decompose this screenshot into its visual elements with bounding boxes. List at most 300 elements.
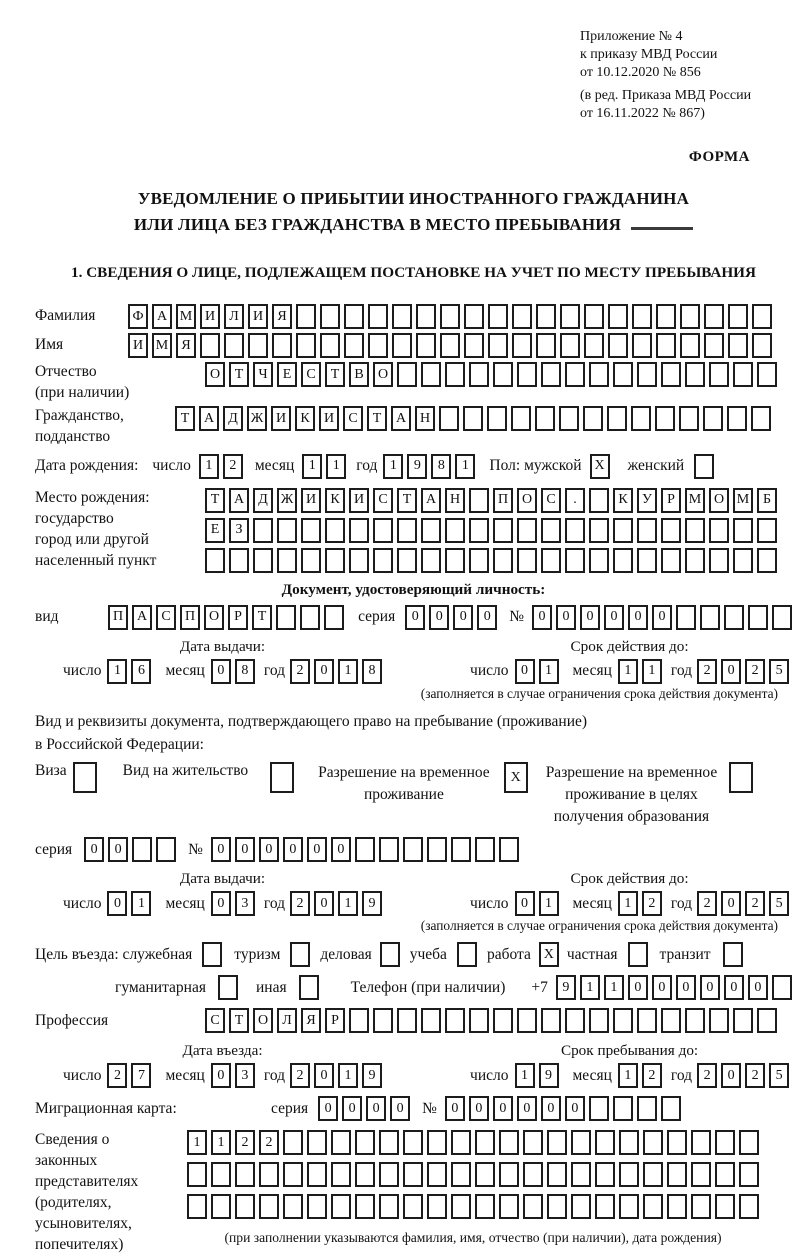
char-cell[interactable]: 3	[235, 891, 255, 916]
char-cell[interactable]	[469, 362, 489, 387]
char-cell[interactable]: 0	[211, 837, 231, 862]
char-cell[interactable]	[403, 1130, 423, 1155]
char-cell[interactable]: 1	[642, 659, 662, 684]
char-cell[interactable]: 9	[362, 1063, 382, 1088]
char-cell[interactable]	[619, 1130, 639, 1155]
char-cell[interactable]: 1	[326, 454, 346, 479]
char-cell[interactable]	[541, 548, 561, 573]
char-cell[interactable]	[715, 1130, 735, 1155]
char-cell[interactable]	[487, 406, 507, 431]
char-cell[interactable]	[475, 1194, 495, 1219]
char-cell[interactable]: 5	[769, 891, 789, 916]
char-cell[interactable]	[517, 362, 537, 387]
char-cell[interactable]	[691, 1194, 711, 1219]
char-cell[interactable]	[379, 837, 399, 862]
char-cell[interactable]	[613, 362, 633, 387]
char-cell[interactable]: 0	[314, 891, 334, 916]
char-cell[interactable]	[451, 1194, 471, 1219]
char-cell[interactable]	[694, 454, 714, 479]
char-cell[interactable]: Т	[252, 605, 272, 630]
char-cell[interactable]	[517, 1008, 537, 1033]
char-cell[interactable]: 8	[431, 454, 451, 479]
char-cell[interactable]	[619, 1194, 639, 1219]
char-cell[interactable]	[637, 1008, 657, 1033]
char-cell[interactable]: X	[504, 762, 528, 793]
char-cell[interactable]	[547, 1162, 567, 1187]
char-cell[interactable]	[595, 1130, 615, 1155]
char-cell[interactable]	[772, 975, 792, 1000]
char-cell[interactable]: 2	[697, 891, 717, 916]
char-cell[interactable]	[368, 333, 388, 358]
char-cell[interactable]	[469, 518, 489, 543]
char-cell[interactable]	[739, 1194, 759, 1219]
char-cell[interactable]: 2	[235, 1130, 255, 1155]
char-cell[interactable]: 0	[652, 605, 672, 630]
char-cell[interactable]: 0	[307, 837, 327, 862]
char-cell[interactable]	[571, 1130, 591, 1155]
char-cell[interactable]: О	[204, 605, 224, 630]
char-cell[interactable]: 0	[318, 1096, 338, 1121]
char-cell[interactable]	[187, 1162, 207, 1187]
char-cell[interactable]: 1	[338, 891, 358, 916]
char-cell[interactable]	[607, 406, 627, 431]
char-cell[interactable]	[397, 548, 417, 573]
char-cell[interactable]: М	[685, 488, 705, 513]
char-cell[interactable]: Ж	[277, 488, 297, 513]
char-cell[interactable]	[475, 1162, 495, 1187]
char-cell[interactable]	[541, 1008, 561, 1033]
char-cell[interactable]: П	[180, 605, 200, 630]
char-cell[interactable]: И	[349, 488, 369, 513]
char-cell[interactable]	[403, 837, 423, 862]
char-cell[interactable]	[560, 304, 580, 329]
char-cell[interactable]: X	[590, 454, 610, 479]
char-cell[interactable]	[355, 1130, 375, 1155]
char-cell[interactable]	[628, 942, 648, 967]
char-cell[interactable]	[583, 406, 603, 431]
char-cell[interactable]: 0	[748, 975, 768, 1000]
char-cell[interactable]: 0	[211, 659, 231, 684]
char-cell[interactable]	[469, 1008, 489, 1033]
char-cell[interactable]	[344, 304, 364, 329]
char-cell[interactable]	[536, 304, 556, 329]
char-cell[interactable]: 1	[302, 454, 322, 479]
char-cell[interactable]	[421, 548, 441, 573]
char-cell[interactable]	[296, 333, 316, 358]
char-cell[interactable]	[403, 1162, 423, 1187]
char-cell[interactable]: И	[248, 304, 268, 329]
char-cell[interactable]: 0	[532, 605, 552, 630]
char-cell[interactable]	[493, 362, 513, 387]
char-cell[interactable]: 0	[469, 1096, 489, 1121]
char-cell[interactable]	[751, 406, 771, 431]
char-cell[interactable]	[752, 304, 772, 329]
char-cell[interactable]	[132, 837, 152, 862]
char-cell[interactable]: 0	[259, 837, 279, 862]
char-cell[interactable]	[156, 837, 176, 862]
char-cell[interactable]	[709, 362, 729, 387]
char-cell[interactable]	[320, 304, 340, 329]
char-cell[interactable]	[685, 362, 705, 387]
char-cell[interactable]	[445, 1008, 465, 1033]
char-cell[interactable]: 0	[493, 1096, 513, 1121]
char-cell[interactable]: Я	[272, 304, 292, 329]
char-cell[interactable]	[676, 605, 696, 630]
char-cell[interactable]: И	[128, 333, 148, 358]
char-cell[interactable]	[325, 518, 345, 543]
char-cell[interactable]	[73, 762, 97, 793]
char-cell[interactable]: И	[271, 406, 291, 431]
char-cell[interactable]	[667, 1130, 687, 1155]
char-cell[interactable]	[397, 518, 417, 543]
char-cell[interactable]	[589, 488, 609, 513]
char-cell[interactable]	[373, 548, 393, 573]
char-cell[interactable]	[661, 518, 681, 543]
char-cell[interactable]	[571, 1162, 591, 1187]
char-cell[interactable]: 0	[429, 605, 449, 630]
char-cell[interactable]	[565, 362, 585, 387]
char-cell[interactable]	[349, 1008, 369, 1033]
char-cell[interactable]: П	[108, 605, 128, 630]
char-cell[interactable]: 0	[331, 837, 351, 862]
char-cell[interactable]: А	[391, 406, 411, 431]
char-cell[interactable]	[272, 333, 292, 358]
char-cell[interactable]	[632, 333, 652, 358]
char-cell[interactable]	[729, 762, 753, 793]
char-cell[interactable]	[559, 406, 579, 431]
char-cell[interactable]	[733, 362, 753, 387]
char-cell[interactable]	[307, 1162, 327, 1187]
char-cell[interactable]	[589, 1008, 609, 1033]
char-cell[interactable]	[445, 548, 465, 573]
char-cell[interactable]	[259, 1194, 279, 1219]
char-cell[interactable]: 0	[84, 837, 104, 862]
char-cell[interactable]	[493, 1008, 513, 1033]
char-cell[interactable]	[211, 1194, 231, 1219]
char-cell[interactable]: А	[199, 406, 219, 431]
char-cell[interactable]: 2	[107, 1063, 127, 1088]
char-cell[interactable]	[757, 548, 777, 573]
char-cell[interactable]: 2	[697, 659, 717, 684]
char-cell[interactable]: 0	[405, 605, 425, 630]
char-cell[interactable]: Т	[205, 488, 225, 513]
char-cell[interactable]: 0	[628, 605, 648, 630]
char-cell[interactable]	[224, 333, 244, 358]
char-cell[interactable]	[403, 1194, 423, 1219]
char-cell[interactable]	[608, 304, 628, 329]
char-cell[interactable]	[723, 942, 743, 967]
char-cell[interactable]: С	[301, 362, 321, 387]
char-cell[interactable]: Т	[229, 362, 249, 387]
char-cell[interactable]	[421, 362, 441, 387]
char-cell[interactable]	[457, 942, 477, 967]
char-cell[interactable]	[325, 548, 345, 573]
char-cell[interactable]	[535, 406, 555, 431]
char-cell[interactable]	[661, 1008, 681, 1033]
char-cell[interactable]: Л	[224, 304, 244, 329]
char-cell[interactable]: И	[319, 406, 339, 431]
char-cell[interactable]: Т	[367, 406, 387, 431]
char-cell[interactable]: 1	[131, 891, 151, 916]
char-cell[interactable]	[493, 548, 513, 573]
char-cell[interactable]	[512, 304, 532, 329]
char-cell[interactable]: С	[156, 605, 176, 630]
char-cell[interactable]: 0	[580, 605, 600, 630]
char-cell[interactable]	[752, 333, 772, 358]
char-cell[interactable]	[440, 333, 460, 358]
char-cell[interactable]: 7	[131, 1063, 151, 1088]
char-cell[interactable]	[715, 1194, 735, 1219]
char-cell[interactable]	[397, 1008, 417, 1033]
char-cell[interactable]: С	[373, 488, 393, 513]
char-cell[interactable]: 0	[515, 891, 535, 916]
char-cell[interactable]: 2	[642, 891, 662, 916]
char-cell[interactable]: Ч	[253, 362, 273, 387]
char-cell[interactable]	[380, 942, 400, 967]
char-cell[interactable]	[704, 304, 724, 329]
char-cell[interactable]	[517, 518, 537, 543]
char-cell[interactable]	[464, 304, 484, 329]
char-cell[interactable]	[301, 548, 321, 573]
char-cell[interactable]	[392, 304, 412, 329]
char-cell[interactable]	[584, 304, 604, 329]
char-cell[interactable]	[427, 837, 447, 862]
char-cell[interactable]: 2	[745, 1063, 765, 1088]
char-cell[interactable]	[757, 362, 777, 387]
char-cell[interactable]: Ж	[247, 406, 267, 431]
char-cell[interactable]	[733, 518, 753, 543]
char-cell[interactable]	[667, 1162, 687, 1187]
char-cell[interactable]: Ф	[128, 304, 148, 329]
char-cell[interactable]	[685, 1008, 705, 1033]
char-cell[interactable]	[451, 1130, 471, 1155]
char-cell[interactable]	[595, 1194, 615, 1219]
char-cell[interactable]	[427, 1130, 447, 1155]
char-cell[interactable]	[296, 304, 316, 329]
char-cell[interactable]	[344, 333, 364, 358]
char-cell[interactable]: У	[637, 488, 657, 513]
char-cell[interactable]	[613, 1008, 633, 1033]
char-cell[interactable]	[661, 1096, 681, 1121]
char-cell[interactable]	[469, 488, 489, 513]
char-cell[interactable]: 2	[290, 891, 310, 916]
char-cell[interactable]	[739, 1130, 759, 1155]
char-cell[interactable]	[205, 548, 225, 573]
char-cell[interactable]	[276, 605, 296, 630]
char-cell[interactable]: 9	[556, 975, 576, 1000]
char-cell[interactable]	[565, 1008, 585, 1033]
char-cell[interactable]: Т	[175, 406, 195, 431]
char-cell[interactable]	[202, 942, 222, 967]
char-cell[interactable]	[464, 333, 484, 358]
char-cell[interactable]: А	[229, 488, 249, 513]
char-cell[interactable]: О	[517, 488, 537, 513]
char-cell[interactable]	[547, 1194, 567, 1219]
char-cell[interactable]	[656, 304, 676, 329]
char-cell[interactable]: 0	[721, 659, 741, 684]
char-cell[interactable]	[637, 1096, 657, 1121]
char-cell[interactable]: З	[229, 518, 249, 543]
char-cell[interactable]	[373, 1008, 393, 1033]
char-cell[interactable]	[416, 304, 436, 329]
char-cell[interactable]	[757, 518, 777, 543]
char-cell[interactable]: О	[373, 362, 393, 387]
char-cell[interactable]	[349, 518, 369, 543]
char-cell[interactable]: 9	[407, 454, 427, 479]
char-cell[interactable]: 0	[556, 605, 576, 630]
char-cell[interactable]	[523, 1130, 543, 1155]
char-cell[interactable]: П	[493, 488, 513, 513]
char-cell[interactable]	[445, 518, 465, 543]
char-cell[interactable]: 1	[338, 1063, 358, 1088]
char-cell[interactable]	[290, 942, 310, 967]
char-cell[interactable]: 0	[283, 837, 303, 862]
char-cell[interactable]	[253, 548, 273, 573]
char-cell[interactable]: Д	[253, 488, 273, 513]
char-cell[interactable]	[320, 333, 340, 358]
char-cell[interactable]	[613, 518, 633, 543]
char-cell[interactable]	[709, 518, 729, 543]
char-cell[interactable]	[211, 1162, 231, 1187]
char-cell[interactable]: Н	[445, 488, 465, 513]
char-cell[interactable]	[733, 548, 753, 573]
char-cell[interactable]	[739, 1162, 759, 1187]
char-cell[interactable]	[283, 1194, 303, 1219]
char-cell[interactable]	[421, 1008, 441, 1033]
char-cell[interactable]	[307, 1194, 327, 1219]
char-cell[interactable]: А	[421, 488, 441, 513]
char-cell[interactable]	[703, 406, 723, 431]
char-cell[interactable]	[248, 333, 268, 358]
char-cell[interactable]	[680, 333, 700, 358]
char-cell[interactable]	[324, 605, 344, 630]
char-cell[interactable]: 8	[235, 659, 255, 684]
char-cell[interactable]: Т	[325, 362, 345, 387]
char-cell[interactable]	[301, 518, 321, 543]
char-cell[interactable]	[379, 1162, 399, 1187]
char-cell[interactable]: 1	[604, 975, 624, 1000]
char-cell[interactable]	[700, 605, 720, 630]
char-cell[interactable]: 1	[199, 454, 219, 479]
char-cell[interactable]	[667, 1194, 687, 1219]
char-cell[interactable]	[440, 304, 460, 329]
char-cell[interactable]: 1	[539, 659, 559, 684]
char-cell[interactable]: О	[709, 488, 729, 513]
char-cell[interactable]	[637, 518, 657, 543]
char-cell[interactable]: И	[301, 488, 321, 513]
char-cell[interactable]: X	[539, 942, 559, 967]
char-cell[interactable]: 1	[539, 891, 559, 916]
char-cell[interactable]	[523, 1194, 543, 1219]
char-cell[interactable]: Д	[223, 406, 243, 431]
char-cell[interactable]	[595, 1162, 615, 1187]
char-cell[interactable]	[589, 548, 609, 573]
char-cell[interactable]	[253, 518, 273, 543]
char-cell[interactable]	[511, 406, 531, 431]
char-cell[interactable]	[661, 362, 681, 387]
char-cell[interactable]	[368, 304, 388, 329]
char-cell[interactable]	[560, 333, 580, 358]
char-cell[interactable]	[235, 1194, 255, 1219]
char-cell[interactable]	[709, 1008, 729, 1033]
char-cell[interactable]	[715, 1162, 735, 1187]
char-cell[interactable]: Б	[757, 488, 777, 513]
char-cell[interactable]	[300, 605, 320, 630]
char-cell[interactable]	[299, 975, 319, 1000]
char-cell[interactable]: 9	[539, 1063, 559, 1088]
char-cell[interactable]	[643, 1130, 663, 1155]
char-cell[interactable]: 0	[700, 975, 720, 1000]
char-cell[interactable]: 1	[618, 1063, 638, 1088]
char-cell[interactable]: 0	[235, 837, 255, 862]
char-cell[interactable]	[517, 548, 537, 573]
char-cell[interactable]: 0	[211, 1063, 231, 1088]
char-cell[interactable]: 0	[314, 659, 334, 684]
char-cell[interactable]: 0	[366, 1096, 386, 1121]
char-cell[interactable]: М	[733, 488, 753, 513]
char-cell[interactable]	[475, 1130, 495, 1155]
char-cell[interactable]	[218, 975, 238, 1000]
char-cell[interactable]: Р	[661, 488, 681, 513]
char-cell[interactable]: Я	[176, 333, 196, 358]
char-cell[interactable]: 0	[541, 1096, 561, 1121]
char-cell[interactable]: 0	[342, 1096, 362, 1121]
char-cell[interactable]	[475, 837, 495, 862]
char-cell[interactable]	[613, 548, 633, 573]
char-cell[interactable]: 0	[721, 891, 741, 916]
char-cell[interactable]: Н	[415, 406, 435, 431]
char-cell[interactable]: 2	[290, 659, 310, 684]
char-cell[interactable]: 8	[362, 659, 382, 684]
char-cell[interactable]: 2	[745, 659, 765, 684]
char-cell[interactable]: С	[541, 488, 561, 513]
char-cell[interactable]: 2	[290, 1063, 310, 1088]
char-cell[interactable]	[643, 1194, 663, 1219]
char-cell[interactable]	[379, 1194, 399, 1219]
char-cell[interactable]	[488, 333, 508, 358]
char-cell[interactable]	[439, 406, 459, 431]
char-cell[interactable]: 0	[445, 1096, 465, 1121]
char-cell[interactable]: 2	[697, 1063, 717, 1088]
char-cell[interactable]: Р	[325, 1008, 345, 1033]
char-cell[interactable]	[691, 1162, 711, 1187]
char-cell[interactable]: 1	[107, 659, 127, 684]
char-cell[interactable]	[259, 1162, 279, 1187]
char-cell[interactable]	[331, 1194, 351, 1219]
char-cell[interactable]: 0	[108, 837, 128, 862]
char-cell[interactable]: К	[295, 406, 315, 431]
char-cell[interactable]: 2	[745, 891, 765, 916]
char-cell[interactable]	[270, 762, 294, 793]
char-cell[interactable]	[547, 1130, 567, 1155]
char-cell[interactable]: 1	[515, 1063, 535, 1088]
char-cell[interactable]	[355, 1194, 375, 1219]
char-cell[interactable]	[637, 362, 657, 387]
char-cell[interactable]: 1	[211, 1130, 231, 1155]
char-cell[interactable]: 0	[517, 1096, 537, 1121]
char-cell[interactable]	[584, 333, 604, 358]
char-cell[interactable]: Т	[229, 1008, 249, 1033]
char-cell[interactable]: И	[200, 304, 220, 329]
char-cell[interactable]: О	[253, 1008, 273, 1033]
char-cell[interactable]	[724, 605, 744, 630]
char-cell[interactable]	[397, 362, 417, 387]
char-cell[interactable]: 0	[721, 1063, 741, 1088]
char-cell[interactable]	[283, 1130, 303, 1155]
char-cell[interactable]	[655, 406, 675, 431]
char-cell[interactable]	[277, 518, 297, 543]
char-cell[interactable]: С	[205, 1008, 225, 1033]
